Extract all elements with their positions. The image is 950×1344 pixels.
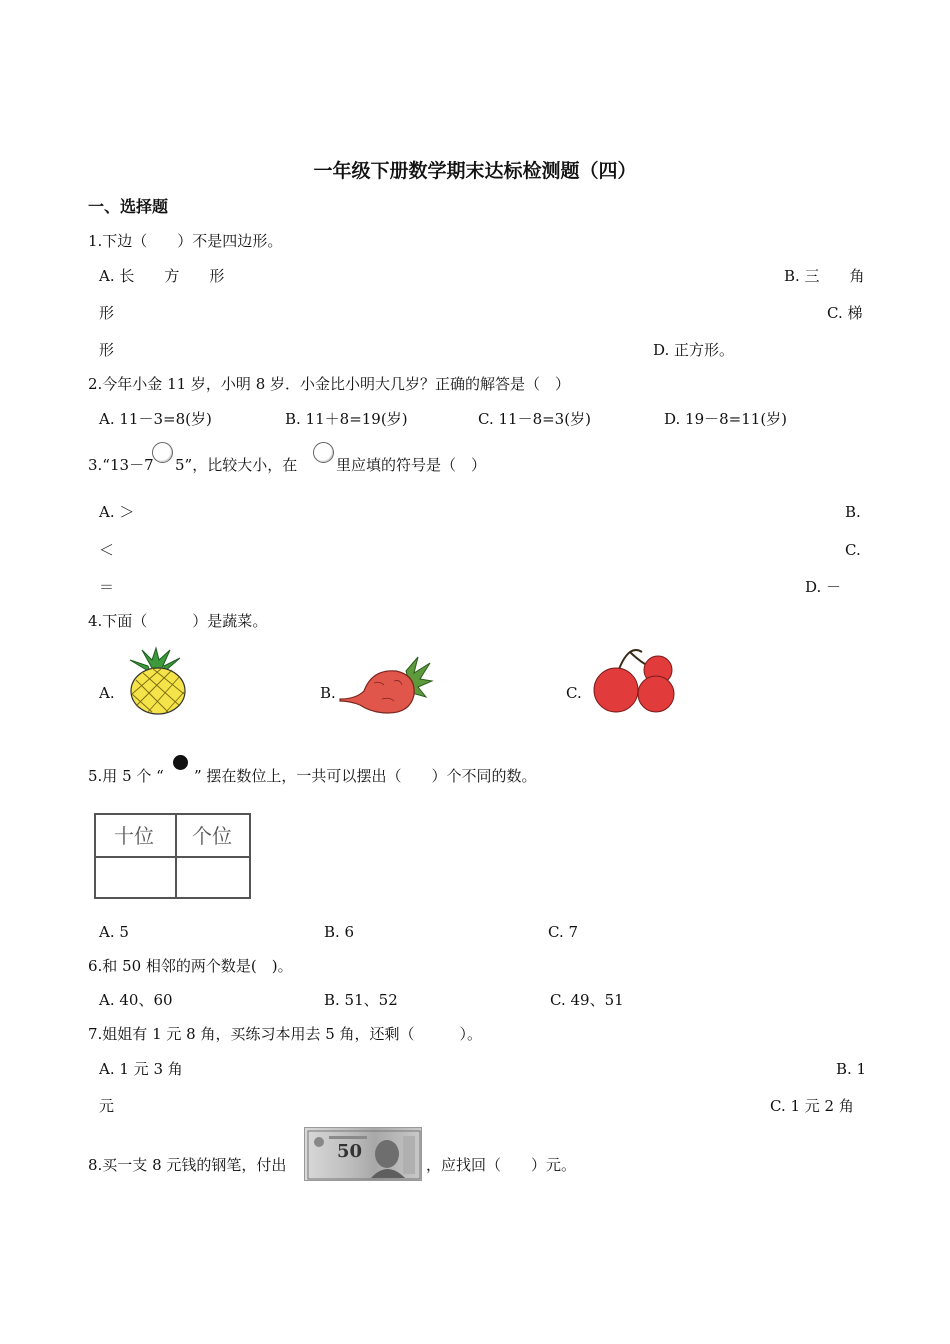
question-6-stem: 6.和 50 相邻的两个数是( )。 xyxy=(88,957,293,975)
question-4-option-c[interactable]: C. xyxy=(566,684,582,702)
question-6-option-b[interactable]: B. 51、52 xyxy=(324,991,398,1009)
question-7-option-a[interactable]: A. 1 元 3 角 xyxy=(99,1060,183,1078)
question-2-stem: 2.今年小金 11 岁，小明 8 岁．小金比小明大几岁？正确的解答是（ ） xyxy=(88,375,571,393)
question-2-option-b[interactable]: B. 11＋8=19(岁) xyxy=(285,410,408,428)
question-3-option-c[interactable]: C. xyxy=(845,541,861,559)
pineapple-icon xyxy=(122,646,190,716)
question-2-option-d[interactable]: D. 19－8=11(岁) xyxy=(664,410,788,428)
question-2-option-c[interactable]: C. 11－8=3(岁) xyxy=(478,410,591,428)
question-3-stem-part3: 里应填的符号是（ ） xyxy=(336,456,487,474)
place-value-table xyxy=(94,813,251,899)
ones-column-header: 个位 xyxy=(192,824,232,848)
question-5-option-a[interactable]: A. 5 xyxy=(99,923,129,941)
question-5-option-c[interactable]: C. 7 xyxy=(548,923,579,941)
question-7-option-c[interactable]: C. 1 元 2 角 xyxy=(770,1097,854,1115)
cherries-icon xyxy=(586,646,678,714)
question-1-option-b[interactable]: B. 三 角 xyxy=(784,267,865,285)
question-4-option-b[interactable]: B. xyxy=(320,684,336,702)
radish-icon xyxy=(338,655,434,717)
question-7-option-b[interactable]: B. 1 xyxy=(836,1060,867,1078)
question-3-option-a[interactable]: A. ＞ xyxy=(99,503,135,521)
banknote-50-icon xyxy=(304,1127,422,1181)
question-3-stem-part2: 5”，比较大小，在 xyxy=(175,456,298,474)
question-1-option-d[interactable]: D. 正方形。 xyxy=(653,341,735,359)
banknote-value: 50 xyxy=(337,1141,363,1162)
question-2-option-a[interactable]: A. 11－3=8(岁) xyxy=(99,410,212,428)
question-5-option-b[interactable]: B. 6 xyxy=(324,923,355,941)
question-1-option-a[interactable]: A. 长 方 形 xyxy=(99,267,225,285)
question-8-stem-part2: ，应找回（ ）元。 xyxy=(426,1156,577,1174)
question-1-option-c-cont: 形 xyxy=(99,341,115,359)
question-1-stem: 1.下边（ ）不是四边形。 xyxy=(88,232,283,250)
question-4-option-a[interactable]: A. xyxy=(99,684,115,702)
blank-circle-icon xyxy=(152,442,173,463)
tens-column-header: 十位 xyxy=(114,824,154,848)
question-7-option-b-cont: 元 xyxy=(99,1097,115,1115)
question-6-option-c[interactable]: C. 49、51 xyxy=(550,991,624,1009)
question-5-stem-part1: 5.用 5 个 “ xyxy=(88,767,164,785)
black-bead-icon xyxy=(173,755,188,770)
question-3-stem-part1: 3.“13－7 xyxy=(88,456,154,474)
question-8-stem-part1: 8.买一支 8 元钱的钢笔，付出 xyxy=(88,1156,287,1174)
question-1-option-c[interactable]: C. 梯 xyxy=(827,304,863,322)
question-3-option-b[interactable]: B. xyxy=(845,503,861,521)
question-7-stem: 7.姐姐有 1 元 8 角，买练习本用去 5 角，还剩（ ）。 xyxy=(88,1025,483,1043)
blank-circle-icon xyxy=(313,442,334,463)
question-3-option-c-cont: ＝ xyxy=(99,578,115,596)
question-3-option-b-cont: ＜ xyxy=(99,541,115,559)
question-4-stem: 4.下面（ ）是蔬菜。 xyxy=(88,612,268,630)
question-3-option-d[interactable]: D. － xyxy=(805,578,842,596)
question-6-option-a[interactable]: A. 40、60 xyxy=(99,991,173,1009)
question-5-stem-part2: ” 摆在数位上，一共可以摆出（ ）个不同的数。 xyxy=(194,767,537,785)
page-title: 一年级下册数学期末达标检测题（四） xyxy=(313,160,637,182)
question-1-option-a-cont: 形 xyxy=(99,304,115,322)
section-heading: 一、选择题 xyxy=(88,197,169,216)
